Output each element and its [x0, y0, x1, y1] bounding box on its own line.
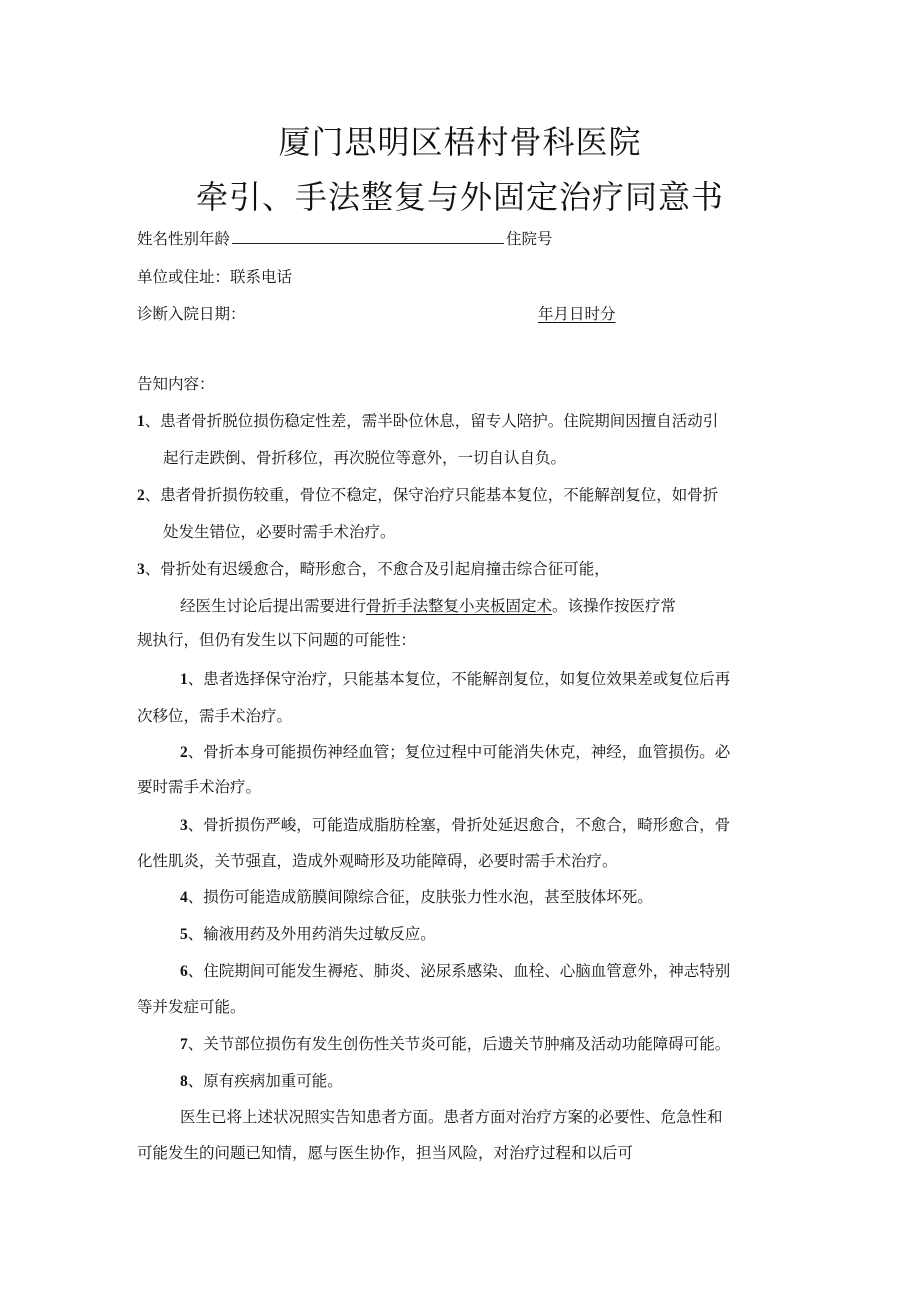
- address-line: 单位或住址：联系电话: [137, 268, 293, 286]
- procedure-name: 骨折手法整复小夹板固定术: [366, 597, 553, 615]
- risk-item-cont: 要时需手术治疗。: [137, 778, 262, 796]
- hospital-name: 厦门思明区梧村骨科医院: [278, 123, 642, 161]
- form-title: 牵引、手法整复与外固定治疗同意书: [195, 178, 724, 216]
- notice-item: 3、骨折处有迟缓愈合，畸形愈合，不愈合及引起肩撞击综合征可能，: [137, 560, 610, 578]
- notice-item: 2、患者骨折损伤较重，骨位不稳定，保守治疗只能基本复位，不能解剖复位，如骨折: [137, 486, 719, 504]
- risk-item: 7、关节部位损伤有发生创伤性关节炎可能，后遗关节肿痛及活动功能障碍可能。: [180, 1035, 731, 1053]
- risk-item: 3、骨折损伤严峻，可能造成脂肪栓塞，骨折处延迟愈合，不愈合，畸形愈合，骨: [180, 816, 731, 834]
- patient-info-line: [137, 229, 553, 249]
- notice-item-cont: 处发生错位，必要时需手术治疗。: [163, 523, 396, 541]
- discussion-line: 经医生讨论后提出需要进行骨折手法整复小夹板固定术。该操作按医疗常: [180, 597, 677, 615]
- risk-item-cont: 次移位，需手术治疗。: [137, 707, 293, 725]
- risk-item: 1、患者选择保守治疗，只能基本复位，不能解剖复位，如复位效果差或复位后再: [180, 670, 731, 688]
- risk-item: 5、输液用药及外用药消失过敏反应。: [180, 925, 436, 943]
- risk-item: 2、骨折本身可能损伤神经血管；复位过程中可能消失休克，神经，血管损伤。必: [180, 743, 731, 761]
- risk-item: 6、住院期间可能发生褥疮、肺炎、泌尿系感染、血栓、心脑血管意外，神志特别: [180, 962, 731, 980]
- closing-line-2: 可能发生的问题已知情，愿与医生协作，担当风险，对治疗过程和以后可: [137, 1144, 634, 1162]
- admission-date-label: 年月日时分: [538, 305, 616, 323]
- risk-item-cont: 等并发症可能。: [137, 998, 246, 1016]
- closing-line-1: 医生已将上述状况照实告知患者方面。患者方面对治疗方案的必要性、危急性和: [180, 1108, 723, 1126]
- notice-heading: 告知内容：: [137, 375, 215, 393]
- discussion-line-2: 规执行，但仍有发生以下问题的可能性：: [137, 631, 417, 649]
- risk-item: 4、损伤可能造成筋膜间隙综合征，皮肤张力性水泡，甚至肢体坏死。: [180, 888, 653, 906]
- notice-item: 1、患者骨折脱位损伤稳定性差，需半卧位休息，留专人陪护。住院期间因擅自活动引: [137, 412, 719, 430]
- notice-item-cont: 起行走跌倒、骨折移位，再次脱位等意外，一切自认自负。: [163, 449, 567, 467]
- admission-number-label: 住院号: [506, 230, 553, 248]
- name-blank: [232, 229, 504, 244]
- diagnosis-line: 诊断入院日期：: [137, 305, 246, 323]
- name-gender-age-label: 姓名性别年龄: [137, 230, 231, 248]
- risk-item-cont: 化性肌炎，关节强直，造成外观畸形及功能障碍，必要时需手术治疗。: [137, 852, 618, 870]
- risk-item: 8、原有疾病加重可能。: [180, 1072, 343, 1090]
